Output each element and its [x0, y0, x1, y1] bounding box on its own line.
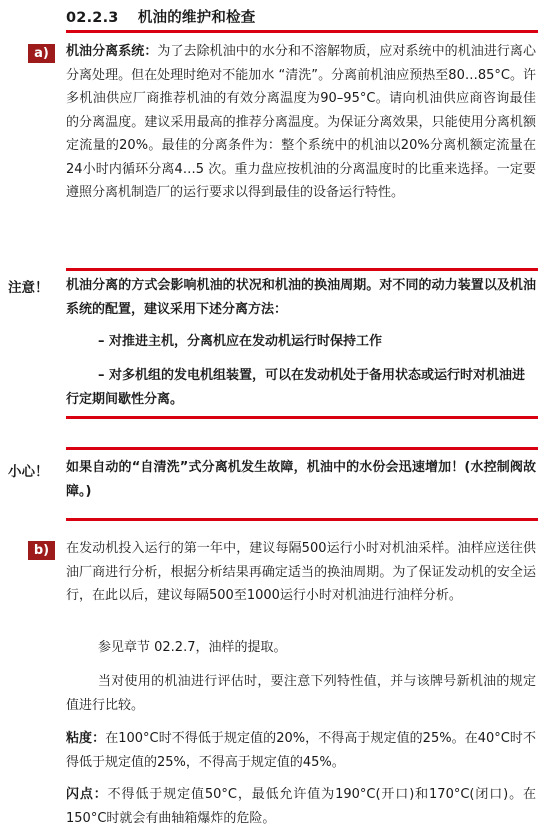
item-a-label: a) [28, 44, 55, 63]
note-label: 注意！ [8, 280, 49, 296]
note-text: 机油分离的方式会影响机油的状况和机油的换油周期。对不同的动力装置以及机油系统的配置，建议采用下述分离方法： [66, 278, 536, 317]
item-b-compare: 当对使用的机油进行评估时，要注意下列特性值，并与该牌号新机油的规定值进行比较。 [66, 674, 536, 713]
viscosity-lead: 粘度： [66, 731, 106, 746]
flash-point-text: 不得低于规定值50°C，最低允许值为190°C(开口)和170°C(闭口)。在150°C时就会有曲轴箱爆炸的危险。 [66, 787, 536, 826]
divider-note-bottom [66, 416, 538, 419]
divider-caution-bottom [66, 518, 538, 521]
section-title: 机油的维护和检查 [137, 10, 256, 26]
caution-text: 如果自动的“自清洗”式分离机发生故障，机油中的水份会迅速增加！(水控制阀故障。) [66, 460, 536, 499]
caution-label: 小心！ [8, 464, 49, 480]
note-item-2: – 对多机组的发电机组装置，可以在发动机处于备用状态或运行时对机油进行定期间歇性分离。 [66, 368, 526, 407]
item-a-lead: 机油分离系统： [66, 44, 158, 59]
item-a-paragraph [66, 40, 536, 205]
item-b-reference: 参见章节 02.2.7，油样的提取。 [98, 640, 287, 655]
flash-point-paragraph [66, 783, 536, 830]
viscosity-paragraph [66, 727, 536, 774]
item-b-label: b) [28, 541, 55, 560]
divider-note-top [66, 268, 538, 271]
item-a-text: 为了去除机油中的水分和不溶解物质，应对系统中的机油进行离心分离处理。但在处理时绝对不能加水 “清洗”。分离前机油应预热至80…85°C。许多机油供应厂商推荐机油的有效分离温度为90–95°C。请向机油供应商咨询最佳的分离温度。建议采用最高的推荐分离温度。为保证分离效果，只能使用分离机额定流量的20%。最佳的分离条件为：整个系统中的机油以20%分离机额定流量在24小时内循环分离4…5 次。重力盘应按机油的分离温度时的比重来选择。一定要遵照分离机制造厂的运行要求以得到最佳的设备运行特性。 [66, 44, 536, 200]
item-b-paragraph: 在发动机投入运行的第一年中，建议每隔500运行小时对机油采样。油样应送往供油厂商进行分析，根据分析结果再确定适当的换油周期。为了保证发动机的安全运行，在此以后，建议每隔500至1000运行小时对机油进行油样分析。 [66, 541, 536, 603]
section-heading [66, 6, 255, 27]
flash-point-lead: 闪点： [66, 787, 108, 802]
viscosity-text: 在100°C时不得低于规定值的20%，不得高于规定值的25%。在40°C时不得低于规定值的25%，不得高于规定值的45%。 [66, 731, 536, 770]
note-item-1: – 对推进主机，分离机应在发动机运行时保持工作 [98, 334, 383, 349]
section-number: 02.2.3 [66, 10, 119, 26]
divider-caution-top [66, 447, 538, 450]
heading-divider [66, 30, 538, 33]
